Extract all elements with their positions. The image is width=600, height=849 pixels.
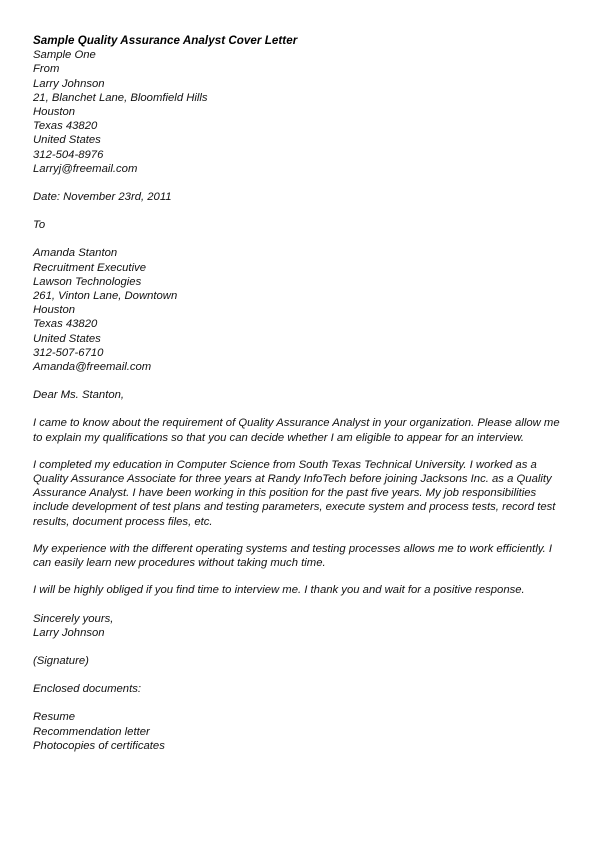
- sender-street: 21, Blanchet Lane, Bloomfield Hills: [33, 91, 208, 104]
- document-subtitle: Sample One: [33, 49, 96, 62]
- spacer: [33, 374, 570, 388]
- recipient-street: 261, Vinton Lane, Downtown: [33, 290, 178, 303]
- sender-country: United States: [33, 134, 101, 147]
- date-line: Date: November 23rd, 2011: [33, 191, 172, 204]
- spacer: [33, 696, 570, 710]
- from-label: From: [33, 63, 60, 76]
- page-title: Sample Quality Assurance Analyst Cover Letter: [33, 34, 298, 47]
- body-paragraph-2: I completed my education in Computer Science from South Texas Technical University. I worked as a Quality Assurance Associate for three years at Randy InfoTech before joining Jacksons Inc. as a Quality Assurance Analyst. I have been working in this position for the past five years. My job responsibilities include development of test plans and testing parameters, execute system and process tests, record test results, document process files, etc.: [33, 458, 556, 528]
- spacer: [33, 232, 570, 246]
- letter-body: [33, 34, 570, 753]
- recipient-state-zip: Texas 43820: [33, 318, 98, 331]
- spacer: [33, 204, 570, 218]
- body-paragraph-4: I will be highly obliged if you find time to interview me. I thank you and wait for a positive response.: [33, 584, 525, 597]
- recipient-name: Amanda Stanton: [33, 247, 118, 260]
- spacer: [33, 445, 570, 458]
- recipient-job-title: Recruitment Executive: [33, 261, 147, 274]
- recipient-country: United States: [33, 332, 101, 345]
- sender-email: Larryj@freemail.com: [33, 162, 138, 175]
- salutation: Dear Ms. Stanton,: [33, 389, 125, 402]
- sender-state-zip: Texas 43820: [33, 120, 98, 133]
- signature-placeholder: (Signature): [33, 654, 89, 667]
- sender-phone: 312-504-8976: [33, 148, 104, 161]
- sender-name: Larry Johnson: [33, 77, 105, 90]
- spacer: [33, 176, 570, 190]
- spacer: [33, 668, 570, 682]
- recipient-phone: 312-507-6710: [33, 346, 104, 359]
- recipient-city: Houston: [33, 304, 76, 317]
- spacer: [33, 598, 570, 612]
- signer-name: Larry Johnson: [33, 626, 105, 639]
- valediction: Sincerely yours,: [33, 612, 114, 625]
- spacer: [33, 529, 570, 542]
- enclosure-item: Resume: [33, 711, 76, 724]
- body-paragraph-1: I came to know about the requirement of Quality Assurance Analyst in your organization. Please allow me to explain my qualifications so that you can decide whether I am eligible to appear for an interview.: [33, 417, 560, 444]
- to-label: To: [33, 219, 46, 232]
- recipient-company: Lawson Technologies: [33, 275, 142, 288]
- spacer: [33, 402, 570, 416]
- sender-city: Houston: [33, 106, 76, 119]
- enclosure-item: Photocopies of certificates: [33, 739, 165, 752]
- recipient-email: Amanda@freemail.com: [33, 361, 152, 374]
- enclosures-label: Enclosed documents:: [33, 683, 142, 696]
- body-paragraph-3: My experience with the different operating systems and testing processes allows me to work efficiently. I can easily learn new procedures without taking much time.: [33, 542, 553, 570]
- enclosure-item: Recommendation letter: [33, 725, 150, 738]
- spacer: [33, 570, 570, 583]
- spacer: [33, 640, 570, 654]
